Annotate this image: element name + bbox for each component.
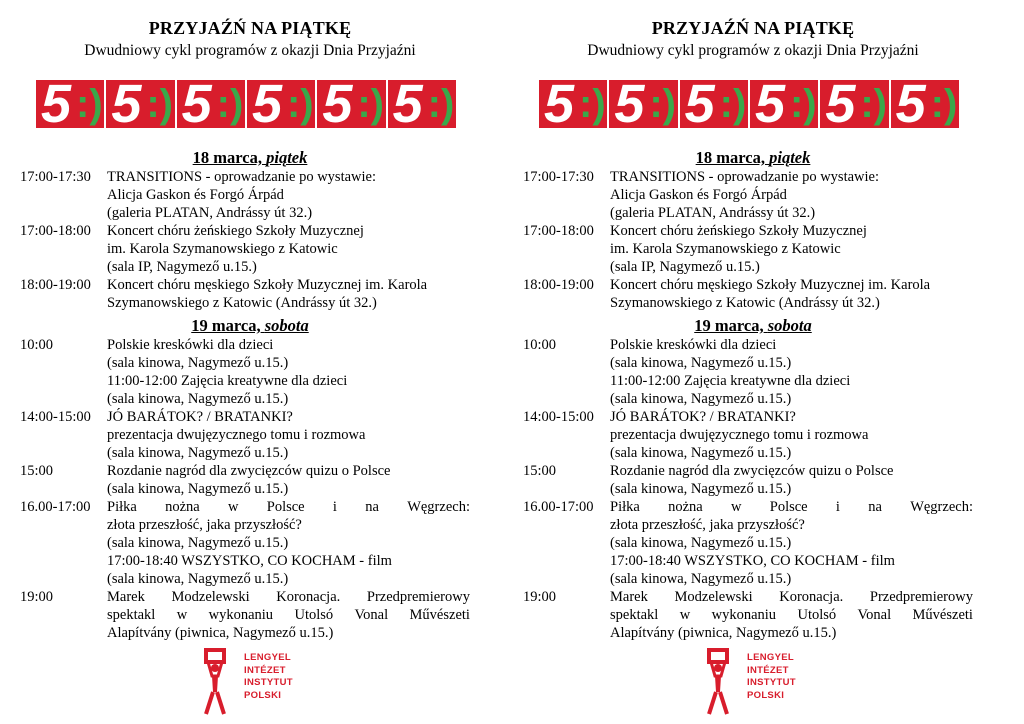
word: w bbox=[679, 607, 691, 623]
word: Koronacja. bbox=[276, 589, 341, 605]
five-glyph: 5 bbox=[825, 80, 856, 128]
five-glyph: 5 bbox=[41, 80, 72, 128]
smile-icon: :) bbox=[789, 82, 817, 126]
event-text: (galeria PLATAN, Andrássy út 32.) bbox=[610, 205, 816, 221]
event-text: (sala kinowa, Nagymező u.15.) bbox=[610, 355, 792, 371]
word: Przedpremierowy bbox=[869, 589, 973, 605]
event-text: Koncert chóru męskiego Szkoły Muzycznej im. Karola bbox=[610, 277, 931, 293]
word: w bbox=[731, 499, 742, 515]
five-glyph: 5 bbox=[614, 80, 645, 128]
word: Marek bbox=[107, 589, 145, 605]
smile-icon: :) bbox=[719, 82, 747, 126]
event-time: 15:00 bbox=[20, 463, 54, 479]
word: Polsce bbox=[769, 499, 808, 515]
polish-institute-logo bbox=[202, 648, 322, 718]
five-glyph: 5 bbox=[181, 80, 212, 128]
event-text-justified bbox=[610, 498, 973, 516]
day-heading-saturday: 19 marca, sobota bbox=[191, 316, 309, 335]
word: wykonaniu bbox=[208, 607, 274, 623]
word: Vonal bbox=[354, 607, 389, 623]
day-heading-saturday: 19 marca, sobota bbox=[694, 316, 812, 335]
word: Vonal bbox=[857, 607, 892, 623]
figure-icon bbox=[202, 648, 246, 718]
event-text: Koncert chóru męskiego Szkoły Muzycznej im. Karola bbox=[107, 277, 428, 293]
word: Polsce bbox=[266, 499, 305, 515]
flyer-title: PRZYJAŹŃ NA PIĄTKĘ bbox=[651, 18, 855, 38]
logo-tile bbox=[388, 80, 456, 128]
smile-icon: :) bbox=[357, 82, 384, 126]
five-glyph: 5 bbox=[754, 80, 786, 128]
event-text: (sala kinowa, Nagymező u.15.) bbox=[107, 481, 289, 497]
event-text: 17:00-18:40 WSZYSTKO, CO KOCHAM - film bbox=[107, 553, 392, 569]
event-text: Alicja Gaskon és Forgó Árpád bbox=[610, 187, 787, 203]
event-time: 16.00-17:00 bbox=[20, 499, 91, 515]
logo-tile bbox=[891, 80, 959, 128]
word: i bbox=[332, 499, 337, 515]
smile-icon: :) bbox=[579, 82, 606, 126]
event-text: (sala kinowa, Nagymező u.15.) bbox=[610, 391, 792, 407]
event-time: 17:00-18:00 bbox=[523, 223, 594, 239]
event-time: 16.00-17:00 bbox=[523, 499, 594, 515]
event-text: im. Karola Szymanowskiego z Katowic bbox=[107, 241, 338, 257]
word: Przedpremierowy bbox=[366, 589, 470, 605]
smile-icon: :) bbox=[76, 82, 103, 126]
five-glyph: 5 bbox=[544, 80, 575, 128]
event-text: Rozdanie nagród dla zwycięzców quizu o Polsce bbox=[610, 463, 894, 479]
friendship-logo-banner bbox=[539, 80, 959, 128]
event-text-justified bbox=[610, 606, 973, 624]
logo-tile bbox=[247, 80, 317, 128]
smile-icon: :) bbox=[286, 82, 314, 126]
logo-tile bbox=[177, 80, 247, 128]
five-glyph: 5 bbox=[111, 80, 142, 128]
word: w bbox=[228, 499, 239, 515]
five-glyph: 5 bbox=[895, 80, 926, 128]
five-glyph: 5 bbox=[392, 80, 423, 128]
event-text-justified bbox=[107, 588, 470, 606]
word: na bbox=[365, 499, 379, 515]
event-text: złota przeszłość, jaka przyszłość? bbox=[610, 517, 805, 533]
event-text: (sala IP, Nagymező u.15.) bbox=[610, 259, 760, 275]
word: Művészeti bbox=[912, 607, 973, 623]
smile-icon: :) bbox=[649, 82, 676, 126]
event-time: 18:00-19:00 bbox=[20, 277, 91, 293]
word: Művészeti bbox=[409, 607, 470, 623]
event-text: TRANSITIONS - oprowadzanie po wystawie: bbox=[107, 169, 377, 185]
event-text: JÓ BARÁTOK? / BRATANKI? bbox=[107, 409, 293, 425]
event-text-justified bbox=[107, 606, 470, 624]
word: nożna bbox=[668, 499, 703, 515]
event-time: 17:00-17:30 bbox=[523, 169, 594, 185]
event-text: Alapítvány (piwnica, Nagymező u.15.) bbox=[107, 625, 334, 641]
event-text: 11:00-12:00 Zajęcia kreatywne dla dzieci bbox=[610, 373, 851, 389]
event-text: Koncert chóru żeńskiego Szkoły Muzycznej bbox=[107, 223, 364, 239]
event-text: Polskie kreskówki dla dzieci bbox=[107, 337, 274, 353]
institute-name: LENGYEL INTÉZET INSTYTUT POLSKI bbox=[747, 652, 796, 701]
smile-icon: :) bbox=[860, 82, 887, 126]
event-text: (sala kinowa, Nagymező u.15.) bbox=[610, 571, 792, 587]
event-text: TRANSITIONS - oprowadzanie po wystawie: bbox=[610, 169, 880, 185]
logo-tile bbox=[820, 80, 890, 128]
word: Węgrzech: bbox=[910, 499, 973, 515]
event-time: 17:00-17:30 bbox=[20, 169, 91, 185]
word: Utolsó bbox=[797, 607, 837, 623]
event-text: (sala IP, Nagymező u.15.) bbox=[107, 259, 257, 275]
word: Piłka bbox=[610, 499, 640, 515]
five-glyph: 5 bbox=[684, 80, 715, 128]
word: i bbox=[835, 499, 840, 515]
event-time: 15:00 bbox=[523, 463, 557, 479]
logo-tile bbox=[317, 80, 387, 128]
event-time: 10:00 bbox=[20, 337, 54, 353]
logo-tile bbox=[680, 80, 750, 128]
event-text: Koncert chóru żeńskiego Szkoły Muzycznej bbox=[610, 223, 867, 239]
event-text: (sala kinowa, Nagymező u.15.) bbox=[107, 571, 289, 587]
day-heading-friday: 18 marca, piątek bbox=[695, 148, 811, 167]
event-text: (sala kinowa, Nagymező u.15.) bbox=[107, 535, 289, 551]
event-text-justified bbox=[610, 588, 973, 606]
event-text: 11:00-12:00 Zajęcia kreatywne dla dzieci bbox=[107, 373, 348, 389]
word: Piłka bbox=[107, 499, 137, 515]
event-text: Szymanowskiego z Katowic (Andrássy út 32.) bbox=[610, 295, 880, 311]
flyer-title: PRZYJAŹŃ NA PIĄTKĘ bbox=[148, 18, 352, 38]
word: spektakl bbox=[610, 607, 659, 623]
word: spektakl bbox=[107, 607, 156, 623]
event-text: JÓ BARÁTOK? / BRATANKI? bbox=[610, 409, 796, 425]
event-text: (sala kinowa, Nagymező u.15.) bbox=[107, 391, 289, 407]
event-text: (sala kinowa, Nagymező u.15.) bbox=[610, 535, 792, 551]
logo-tile bbox=[36, 80, 106, 128]
logo-tile bbox=[106, 80, 176, 128]
event-text: (sala kinowa, Nagymező u.15.) bbox=[107, 445, 289, 461]
event-time: 14:00-15:00 bbox=[20, 409, 91, 425]
event-time: 18:00-19:00 bbox=[523, 277, 594, 293]
word: w bbox=[176, 607, 188, 623]
event-time: 19:00 bbox=[20, 589, 54, 605]
logo-tile bbox=[539, 80, 609, 128]
five-glyph: 5 bbox=[251, 80, 283, 128]
flyer-subtitle: Dwudniowy cykl programów z okazji Dnia Przyjaźni bbox=[84, 42, 416, 59]
friendship-logo-banner bbox=[36, 80, 456, 128]
event-time: 17:00-18:00 bbox=[20, 223, 91, 239]
flyer-subtitle: Dwudniowy cykl programów z okazji Dnia Przyjaźni bbox=[587, 42, 919, 59]
event-time: 10:00 bbox=[523, 337, 557, 353]
event-text: (sala kinowa, Nagymező u.15.) bbox=[610, 445, 792, 461]
smile-icon: :) bbox=[930, 82, 958, 126]
word: Węgrzech: bbox=[407, 499, 470, 515]
word: Koronacja. bbox=[779, 589, 844, 605]
event-text-justified bbox=[107, 498, 470, 516]
event-text: prezentacja dwujęzycznego tomu i rozmowa bbox=[107, 427, 366, 443]
event-text: Alicja Gaskon és Forgó Árpád bbox=[107, 187, 284, 203]
figure-icon bbox=[705, 648, 749, 718]
event-text: im. Karola Szymanowskiego z Katowic bbox=[610, 241, 841, 257]
word: Modzelewski bbox=[171, 589, 250, 605]
word: wykonaniu bbox=[711, 607, 777, 623]
logo-tile bbox=[750, 80, 820, 128]
event-text: 17:00-18:40 WSZYSTKO, CO KOCHAM - film bbox=[610, 553, 895, 569]
event-text: Szymanowskiego z Katowic (Andrássy út 32.) bbox=[107, 295, 377, 311]
event-time: 14:00-15:00 bbox=[523, 409, 594, 425]
logo-tile bbox=[609, 80, 679, 128]
smile-icon: :) bbox=[146, 82, 173, 126]
word: Utolsó bbox=[294, 607, 334, 623]
event-text: złota przeszłość, jaka przyszłość? bbox=[107, 517, 302, 533]
event-time: 19:00 bbox=[523, 589, 557, 605]
event-text: Alapítvány (piwnica, Nagymező u.15.) bbox=[610, 625, 837, 641]
event-text: Polskie kreskówki dla dzieci bbox=[610, 337, 777, 353]
smile-icon: :) bbox=[216, 82, 244, 126]
event-text: (sala kinowa, Nagymező u.15.) bbox=[610, 481, 792, 497]
institute-name: LENGYEL INTÉZET INSTYTUT POLSKI bbox=[244, 652, 293, 701]
event-text: prezentacja dwujęzycznego tomu i rozmowa bbox=[610, 427, 869, 443]
word: na bbox=[868, 499, 882, 515]
word: Modzelewski bbox=[674, 589, 753, 605]
five-glyph: 5 bbox=[322, 80, 353, 128]
word: Marek bbox=[610, 589, 648, 605]
event-text: (galeria PLATAN, Andrássy út 32.) bbox=[107, 205, 313, 221]
word: nożna bbox=[165, 499, 200, 515]
smile-icon: :) bbox=[427, 82, 455, 126]
event-text: Rozdanie nagród dla zwycięzców quizu o Polsce bbox=[107, 463, 391, 479]
event-text: (sala kinowa, Nagymező u.15.) bbox=[107, 355, 289, 371]
day-heading-friday: 18 marca, piątek bbox=[192, 148, 308, 167]
polish-institute-logo bbox=[705, 648, 825, 718]
